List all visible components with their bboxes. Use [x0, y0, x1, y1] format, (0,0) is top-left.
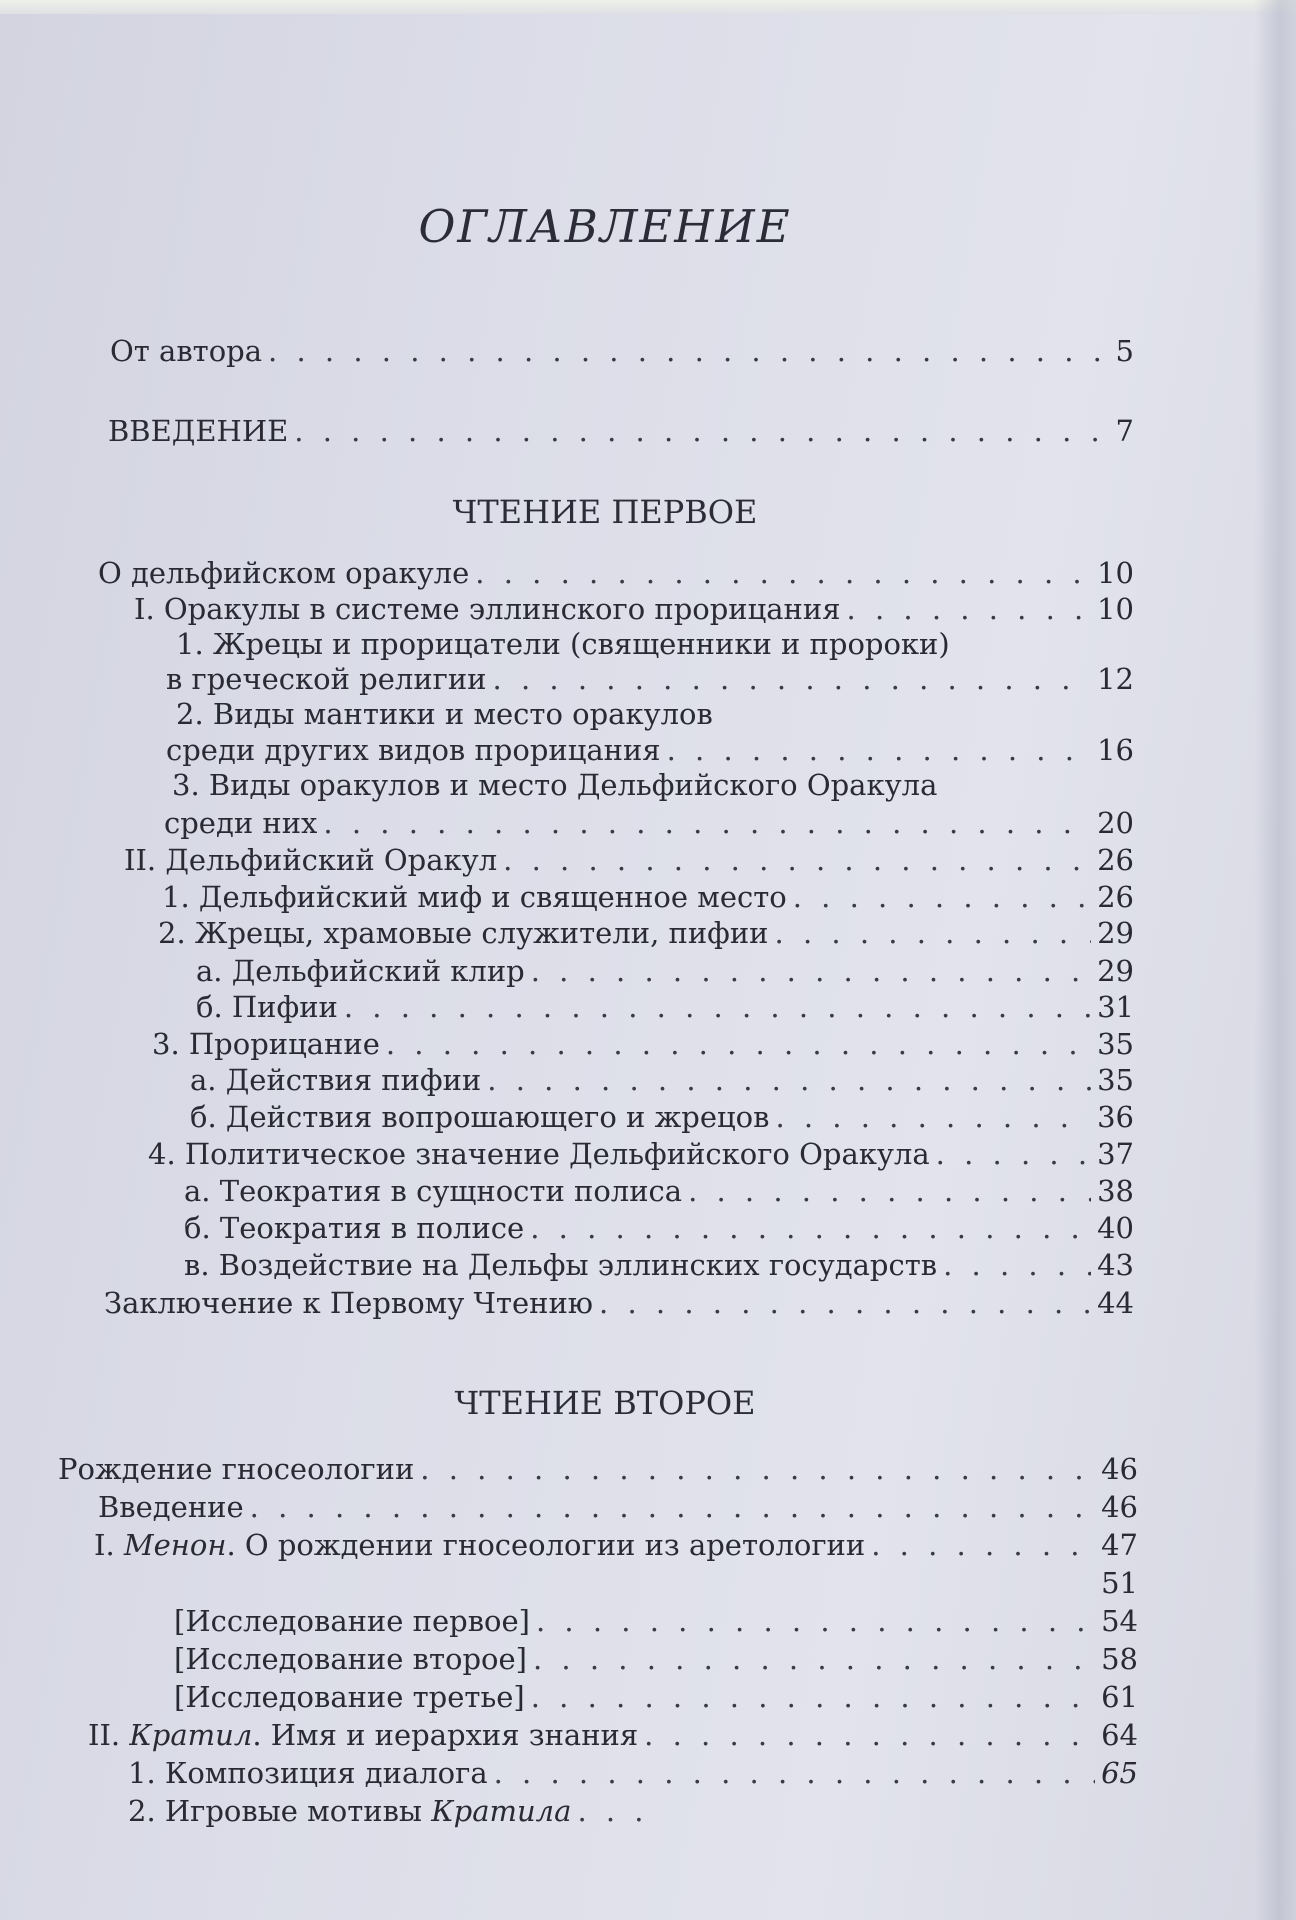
toc-entry-label: среди них — [164, 806, 318, 840]
toc-entry-page: 65 — [1101, 1756, 1138, 1790]
toc-entry-page: 7 — [1115, 414, 1134, 448]
toc-entry — [134, 592, 1134, 626]
toc-entry-label: 4. Политическое значение Дельфийского Оракула — [148, 1137, 930, 1171]
book-spine-shadow — [1254, 0, 1296, 1920]
toc-entry — [58, 1452, 1138, 1486]
toc-entry-page: 58 — [1101, 1642, 1138, 1676]
leader-dots — [688, 1174, 1091, 1208]
toc-entry — [158, 916, 1134, 950]
toc-entry-label: 3. Прорицание — [152, 1027, 380, 1061]
toc-entry-page: 29 — [1097, 954, 1134, 988]
leader-dots — [487, 1063, 1091, 1097]
leader-dots — [943, 1248, 1091, 1282]
leader-dots — [871, 1528, 1095, 1562]
toc-entry-page: 51 — [1101, 1566, 1138, 1600]
toc-entry — [128, 1756, 1138, 1790]
toc-entry-page: 44 — [1097, 1286, 1134, 1320]
toc-entry — [88, 1718, 1138, 1752]
toc-entry-label: II. Дельфийский Оракул — [124, 843, 498, 877]
page-title: ОГЛАВЛЕНИЕ — [418, 200, 792, 253]
toc-entry — [174, 1680, 1138, 1714]
toc-entry — [184, 1248, 1134, 1282]
toc-entry-label: а. Дельфийский клир — [196, 954, 525, 988]
dialogue-title-italic: Кратила — [431, 1794, 572, 1828]
toc-entry-page: 35 — [1097, 1063, 1134, 1097]
toc-entry-label: 1. Композиция диалога — [128, 1756, 488, 1790]
section-heading: ЧТЕНИЕ ПЕРВОЕ — [452, 493, 758, 531]
toc-entry — [148, 1137, 1134, 1171]
leader-dots — [936, 1137, 1091, 1171]
toc-entry-label: ВВЕДЕНИЕ — [108, 414, 289, 448]
toc-entry-label: Рождение гносеологии — [58, 1452, 415, 1486]
leader-dots — [847, 592, 1092, 626]
leader-dots — [420, 1452, 1095, 1486]
toc-entry-page: 64 — [1101, 1718, 1138, 1752]
toc-entry-page: 46 — [1101, 1490, 1138, 1524]
leader-dots — [531, 954, 1091, 988]
toc-entry-page: 46 — [1101, 1452, 1138, 1486]
leader-dots — [533, 1642, 1095, 1676]
toc-entry — [110, 334, 1134, 368]
leader-dots — [793, 880, 1091, 914]
toc-entry-label: Введение — [98, 1490, 244, 1524]
toc-entry-page: 26 — [1097, 880, 1134, 914]
leader-dots — [775, 1100, 1091, 1134]
toc-entry-label: I. Менон. О рождении гносеологии из аретологии — [94, 1528, 866, 1562]
leader-dots — [294, 414, 1109, 448]
toc-entry-label: [Исследование первое] — [174, 1604, 530, 1638]
leader-dots — [493, 662, 1092, 696]
toc-entry-label: а. Теократия в сущности полиса — [184, 1174, 683, 1208]
toc-entry-page: 10 — [1097, 556, 1134, 590]
toc-entry — [98, 1490, 1138, 1524]
toc-entry-page: 29 — [1097, 916, 1134, 950]
toc-entry — [162, 880, 1134, 914]
toc-entry-first-line: 2. Виды мантики и место оракулов — [176, 697, 713, 731]
dialogue-title-italic: Менон — [123, 1528, 227, 1562]
leader-dots — [775, 916, 1092, 950]
toc-entry — [190, 1063, 1134, 1097]
toc-entry-page: 40 — [1097, 1211, 1134, 1245]
toc-entry-page: 35 — [1097, 1027, 1134, 1061]
toc-entry-page: 12 — [1097, 662, 1134, 696]
toc-entry-label: б. Пифии — [196, 990, 338, 1024]
page-top-edge — [0, 0, 1296, 14]
toc-entry — [174, 1604, 1138, 1638]
leader-dots — [268, 334, 1110, 368]
leader-dots — [667, 733, 1091, 767]
leader-dots — [344, 990, 1091, 1024]
toc-entry-page: 61 — [1101, 1680, 1138, 1714]
toc-entry-label: О дельфийском оракуле — [98, 556, 470, 590]
toc-entry-label: I. Оракулы в системе эллинского прорицания — [134, 592, 841, 626]
leader-dots — [250, 1490, 1095, 1524]
toc-entry — [104, 1286, 1134, 1320]
toc-entry-first-line: 3. Виды оракулов и место Дельфийского Оракула — [172, 768, 938, 802]
toc-entry-page: 5 — [1115, 334, 1134, 368]
toc-entry-page: 26 — [1097, 843, 1134, 877]
toc-entry — [108, 414, 1134, 448]
leader-dots — [475, 556, 1091, 590]
toc-entry-page: 43 — [1097, 1248, 1134, 1282]
leader-dots — [599, 1286, 1091, 1320]
toc-entry — [166, 733, 1134, 767]
toc-entry-label: [Исследование третье] — [174, 1680, 525, 1714]
toc-entry — [196, 990, 1134, 1024]
toc-entry — [190, 1100, 1134, 1134]
toc-entry-label: а. Действия пифии — [190, 1063, 482, 1097]
toc-entry — [166, 662, 1134, 696]
toc-entry — [920, 1566, 1138, 1600]
toc-entry-label: 1. Дельфийский миф и священное место — [162, 880, 787, 914]
toc-entry — [196, 954, 1134, 988]
toc-entry-label: [Исследование второе] — [174, 1642, 527, 1676]
toc-entry — [184, 1174, 1134, 1208]
toc-entry-label: 2. Игровые мотивы Кратила — [128, 1794, 572, 1828]
toc-entry-label: среди других видов прорицания — [166, 733, 661, 767]
leader-dots — [577, 1794, 642, 1828]
toc-entry-page: 16 — [1097, 733, 1134, 767]
toc-entry-label: От автора — [110, 334, 263, 368]
toc-entry-page: 20 — [1097, 806, 1134, 840]
toc-entry-page: 54 — [1101, 1604, 1138, 1638]
toc-entry — [184, 1211, 1134, 1245]
toc-entry — [174, 1642, 1138, 1676]
toc-entry-page: 38 — [1097, 1174, 1134, 1208]
leader-dots — [644, 1718, 1095, 1752]
leader-dots — [531, 1680, 1095, 1714]
section-heading: ЧТЕНИЕ ВТОРОЕ — [454, 1384, 756, 1422]
toc-entry-page: 31 — [1097, 990, 1134, 1024]
toc-entry-label: б. Теократия в полисе — [184, 1211, 525, 1245]
toc-entry-label: в. Воздействие на Дельфы эллинских государств — [184, 1248, 938, 1282]
toc-entry-label: II. Кратил. Имя и иерархия знания — [88, 1718, 639, 1752]
leader-dots — [503, 843, 1091, 877]
dialogue-title-italic: Кратил — [129, 1718, 253, 1752]
leader-dots — [536, 1604, 1095, 1638]
toc-entry-page: 36 — [1097, 1100, 1134, 1134]
toc-entry — [152, 1027, 1134, 1061]
toc-entry-label: Заключение к Первому Чтению — [104, 1286, 594, 1320]
toc-entry-first-line: 1. Жрецы и прорицатели (священники и пророки) — [176, 627, 950, 661]
toc-entry — [128, 1794, 648, 1828]
toc-entry — [98, 556, 1134, 590]
toc-entry-page: 37 — [1097, 1137, 1134, 1171]
toc-entry-page: 47 — [1101, 1528, 1138, 1562]
toc-entry-label: в греческой религии — [166, 662, 487, 696]
toc-entry — [164, 806, 1134, 840]
leader-dots — [494, 1756, 1095, 1790]
leader-dots — [386, 1027, 1091, 1061]
leader-dots — [323, 806, 1091, 840]
toc-entry-label: 2. Жрецы, храмовые служители, пифии — [158, 916, 769, 950]
leader-dots — [530, 1211, 1091, 1245]
toc-entry-label: б. Действия вопрошающего и жрецов — [190, 1100, 770, 1134]
toc-entry — [94, 1528, 1138, 1562]
toc-entry-page: 10 — [1097, 592, 1134, 626]
toc-entry — [124, 843, 1134, 877]
